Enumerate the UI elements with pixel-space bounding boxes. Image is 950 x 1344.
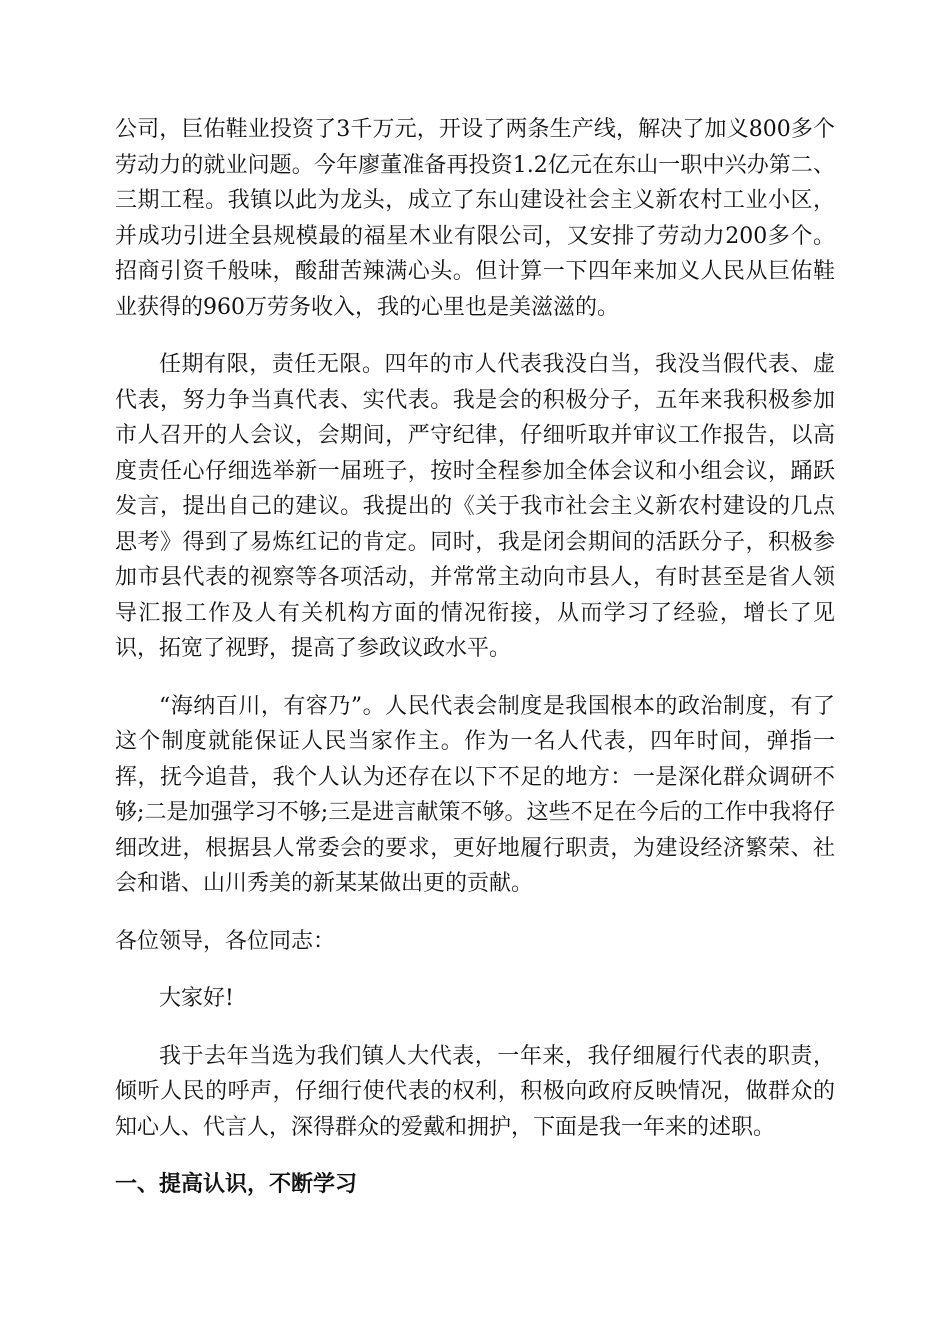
greeting: 大家好! xyxy=(159,986,234,1011)
salutation: 各位领导，各位同志： xyxy=(115,928,336,954)
section-heading: 一、提高认识，不断学习 xyxy=(115,1172,358,1197)
paragraph-investment: 公司，巨佑鞋业投资了3千万元，开设了两条生产线，解决了加义800多个劳动力的就业问题。今年廖董准备再投资1.2亿元在东山一职中兴办第二、三期工程。我镇以此为龙头，成立了东山建设社会主义新农村工业小区，并成功引进全县规模最的福星木业有限公司，又安排了劳动力200多个。招商引资千般味，酸甜苦辣满心头。但计算一下四年来加义人民从巨佑鞋业获得的960万劳务收入，我的心里也是美滋滋的。 xyxy=(115,117,835,320)
paragraph-intro: 我于去年当选为我们镇人大代表，一年来，我仔细履行代表的职责，倾听人民的呼声，仔细行使代表的权利，积极向政府反映情况，做群众的知心人、代言人，深得群众的爱戴和拥护，下面是我一年来的述职。 xyxy=(115,1043,835,1140)
document-page xyxy=(115,112,835,1203)
paragraph-shortcomings: “海纳百川，有容乃”。人民代表会制度是我国根本的政治制度，有了这个制度就能保证人民当家作主。作为一名人代表，四年时间，弹指一挥，抚今追昔，我个人认为还存在以下不足的地方：一是深化群众调研不够;二是加强学习不够;三是进言献策不够。这些不足在今后的工作中我将仔细改进，根据县人常委会的要求，更好地履行职责，为建设经济繁荣、社会和谐、山川秀美的新某某做出更的贡献。 xyxy=(115,693,835,896)
paragraph-duty: 任期有限，责任无限。四年的市人代表我没白当，我没当假代表、虚代表，努力争当真代表、实代表。我是会的积极分子，五年来我积极参加市人召开的人会议，会期间，严守纪律，仔细听取并审议工作报告，以高度责任心仔细选举新一届班子，按时全程参加全体会议和小组会议，踊跃发言，提出自己的建议。我提出的《关于我市社会主义新农村建设的几点思考》得到了易炼红记的肯定。同时，我是闭会期间的活跃分子，积极参加市县代表的视察等各项活动，并常常主动向市县人，有时甚至是省人领导汇报工作及人有关机构方面的情况衔接，从而学习了经验，增长了见识，拓宽了视野，提高了参政议政水平。 xyxy=(115,352,835,661)
